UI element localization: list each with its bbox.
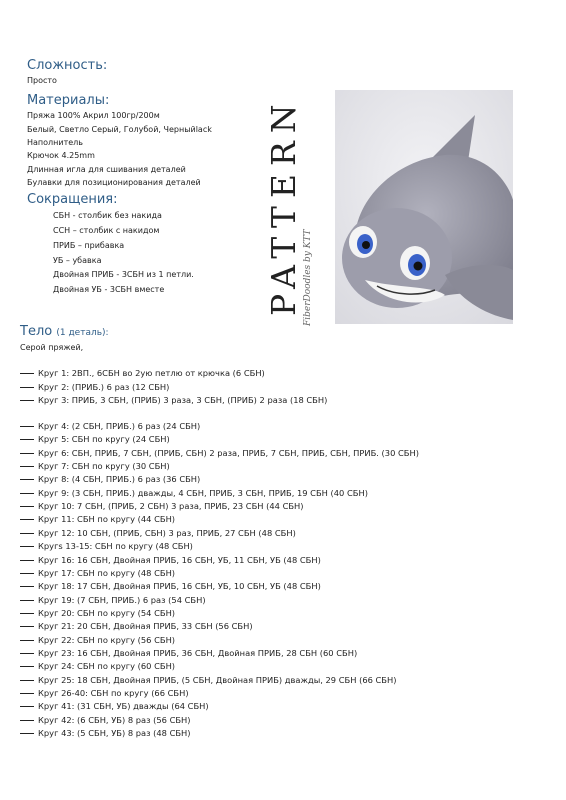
materials-line: Длинная игла для сшивания деталей xyxy=(27,165,186,174)
round-text: Круг 12: 10 СБН, (ПРИБ, СБН) 3 раз, ПРИБ, 27 СБН (48 СБН) xyxy=(38,527,296,538)
round-row xyxy=(20,460,170,472)
abbreviation-item: Двойная УБ - 3СБН вместе xyxy=(53,285,165,294)
round-text: Круг 41: (31 СБН, УБ) дважды (64 СБН) xyxy=(38,701,209,712)
round-row xyxy=(20,540,193,552)
abbreviation-item: ПРИБ – прибавка xyxy=(53,241,125,250)
round-text: Круг 3: ПРИБ, 3 СБН, (ПРИБ) 3 раза, 3 СБН, (ПРИБ) 2 раза (18 СБН) xyxy=(38,395,328,405)
checkbox-line[interactable] xyxy=(20,560,34,561)
round-row xyxy=(20,447,419,459)
abbreviation-item: УБ – убавка xyxy=(53,256,102,265)
round-row xyxy=(20,620,253,632)
round-row xyxy=(20,473,200,485)
checkbox-line[interactable] xyxy=(20,680,34,681)
materials-line: Белый, Светло Серый, Голубой, Черныйlack xyxy=(27,125,212,134)
round-row xyxy=(20,634,175,646)
round-text: Круг 22: СБН по кругу (56 СБН) xyxy=(38,634,176,645)
round-text: Круг 43: (5 СБН, УБ) 8 раз (48 СБН) xyxy=(38,728,191,739)
checkbox-line[interactable] xyxy=(20,479,34,480)
round-text: Круг 26-40: СБН по кругу (66 СБН) xyxy=(38,688,189,698)
checkbox-line[interactable] xyxy=(20,666,34,667)
materials-line: Крючок 4.25mm xyxy=(27,151,95,160)
materials-line: Пряжа 100% Акрил 100гр/200м xyxy=(27,111,160,120)
checkbox-line[interactable] xyxy=(20,519,34,520)
round-row xyxy=(20,487,368,499)
round-row xyxy=(20,527,296,539)
round-text: Круг 10: 7 СБН, (ПРИБ, 2 СБН) 3 раза, ПРИБ, 23 СБН (44 СБН) xyxy=(38,501,304,512)
checkbox-line[interactable] xyxy=(20,466,34,467)
checkbox-line[interactable] xyxy=(20,706,34,707)
round-row xyxy=(20,674,396,686)
round-row xyxy=(20,513,175,525)
round-row xyxy=(20,420,200,432)
checkbox-line[interactable] xyxy=(20,613,34,614)
round-text: Круг 4: (2 СБН, ПРИБ.) 6 раз (24 СБН) xyxy=(38,421,201,431)
checkbox-line[interactable] xyxy=(20,733,34,734)
round-text: Круг 8: (4 СБН, ПРИБ.) 6 раз (36 СБН) xyxy=(38,474,201,485)
round-row xyxy=(20,381,169,393)
round-row xyxy=(20,687,189,699)
body-heading-count: (1 деталь): xyxy=(56,328,109,338)
checkbox-line[interactable] xyxy=(20,626,34,627)
round-text: Круг 24: СБН по кругу (60 СБН) xyxy=(38,661,176,672)
checkbox-line[interactable] xyxy=(20,506,34,507)
round-text: Круг 21: 20 СБН, Двойная ПРИБ, 33 СБН (56 СБН) xyxy=(38,621,253,632)
checkbox-line[interactable] xyxy=(20,400,34,401)
round-row xyxy=(20,554,321,566)
materials-line: Булавки для позиционирования деталей xyxy=(27,178,201,187)
round-text: Круг 23: 16 СБН, Двойная ПРИБ, 36 СБН, Двойная ПРИБ, 28 СБН (60 СБН) xyxy=(38,647,358,658)
abbreviation-item: ССН – столбик с накидом xyxy=(53,226,160,235)
round-row xyxy=(20,647,357,659)
shark-photo xyxy=(335,90,513,324)
materials-heading: Материалы: xyxy=(27,93,110,108)
checkbox-line[interactable] xyxy=(20,573,34,574)
shark-illustration xyxy=(335,90,513,324)
body-heading-title: Тело xyxy=(20,324,53,339)
round-text: Круг 9: (3 СБН, ПРИБ.) дважды, 4 СБН, ПРИБ, 3 СБН, ПРИБ, 19 СБН (40 СБН) xyxy=(38,487,368,498)
checkbox-line[interactable] xyxy=(20,426,34,427)
checkbox-line[interactable] xyxy=(20,640,34,641)
abbreviation-item: Двойная ПРИБ - 3СБН из 1 петли. xyxy=(53,270,194,279)
round-row xyxy=(20,580,321,592)
signature: FiberDoodles by KTT xyxy=(303,229,313,326)
round-row xyxy=(20,433,170,445)
round-text: Круг 20: СБН по кругу (54 СБН) xyxy=(38,607,176,618)
checkbox-line[interactable] xyxy=(20,493,34,494)
round-row xyxy=(20,500,304,512)
body-heading xyxy=(20,324,109,339)
round-row xyxy=(20,660,175,672)
checkbox-line[interactable] xyxy=(20,439,34,440)
round-row xyxy=(20,607,175,619)
checkbox-line[interactable] xyxy=(20,653,34,654)
round-row xyxy=(20,567,175,579)
round-row xyxy=(20,394,327,406)
checkbox-line[interactable] xyxy=(20,453,34,454)
difficulty-heading: Сложность: xyxy=(27,58,108,73)
difficulty-value: Просто xyxy=(27,76,57,85)
round-row xyxy=(20,367,265,379)
round-text: Круг 11: СБН по кругу (44 СБН) xyxy=(38,514,176,525)
checkbox-line[interactable] xyxy=(20,586,34,587)
body-note: Серой пряжей, xyxy=(20,343,84,352)
checkbox-line[interactable] xyxy=(20,387,34,388)
round-text: Круг 5: СБН по кругу (24 СБН) xyxy=(38,434,170,445)
round-text: Круг 42: (6 СБН, УБ) 8 раз (56 СБН) xyxy=(38,714,191,725)
round-row xyxy=(20,700,209,712)
checkbox-line[interactable] xyxy=(20,600,34,601)
materials-line: Наполнитель xyxy=(27,138,83,147)
round-row xyxy=(20,714,191,726)
checkbox-line[interactable] xyxy=(20,546,34,547)
round-text: Круг 18: 17 СБН, Двойная ПРИБ, 16 СБН, УБ, 10 СБН, УБ (48 СБН) xyxy=(38,581,321,592)
abbreviation-item: СБН - столбик без накида xyxy=(53,211,162,220)
round-text: Круг 6: СБН, ПРИБ, 7 СБН, (ПРИБ, СБН) 2 раза, ПРИБ, 7 СБН, ПРИБ, СБН, ПРИБ. (30 СБН) xyxy=(38,447,419,458)
round-row xyxy=(20,594,206,606)
round-text: Круг 25: 18 СБН, Двойная ПРИБ, (5 СБН, Двойная ПРИБ) дважды, 29 СБН (66 СБН) xyxy=(38,674,397,685)
checkbox-line[interactable] xyxy=(20,533,34,534)
round-text: Круг 17: СБН по кругу (48 СБН) xyxy=(38,567,176,578)
abbreviations-heading: Сокращения: xyxy=(27,192,118,207)
round-text: Круг 19: (7 СБН, ПРИБ.) 6 раз (54 СБН) xyxy=(38,594,206,605)
round-text: Круг 16: 16 СБН, Двойная ПРИБ, 16 СБН, УБ, 11 СБН, УБ (48 СБН) xyxy=(38,554,321,565)
round-text: Круг 2: (ПРИБ.) 6 раз (12 СБН) xyxy=(38,381,170,392)
checkbox-line[interactable] xyxy=(20,373,34,374)
pattern-title: PATTERN xyxy=(264,96,303,316)
round-text: Круг 7: СБН по кругу (30 СБН) xyxy=(38,461,170,472)
round-text: Кругs 13-15: СБН по кругу (48 СБН) xyxy=(38,541,193,552)
round-text: Круг 1: 2ВП., 6СБН во 2ую петлю от крючка (6 СБН) xyxy=(38,368,265,378)
checkbox-line[interactable] xyxy=(20,720,34,721)
checkbox-line[interactable] xyxy=(20,693,34,694)
round-row xyxy=(20,727,191,739)
